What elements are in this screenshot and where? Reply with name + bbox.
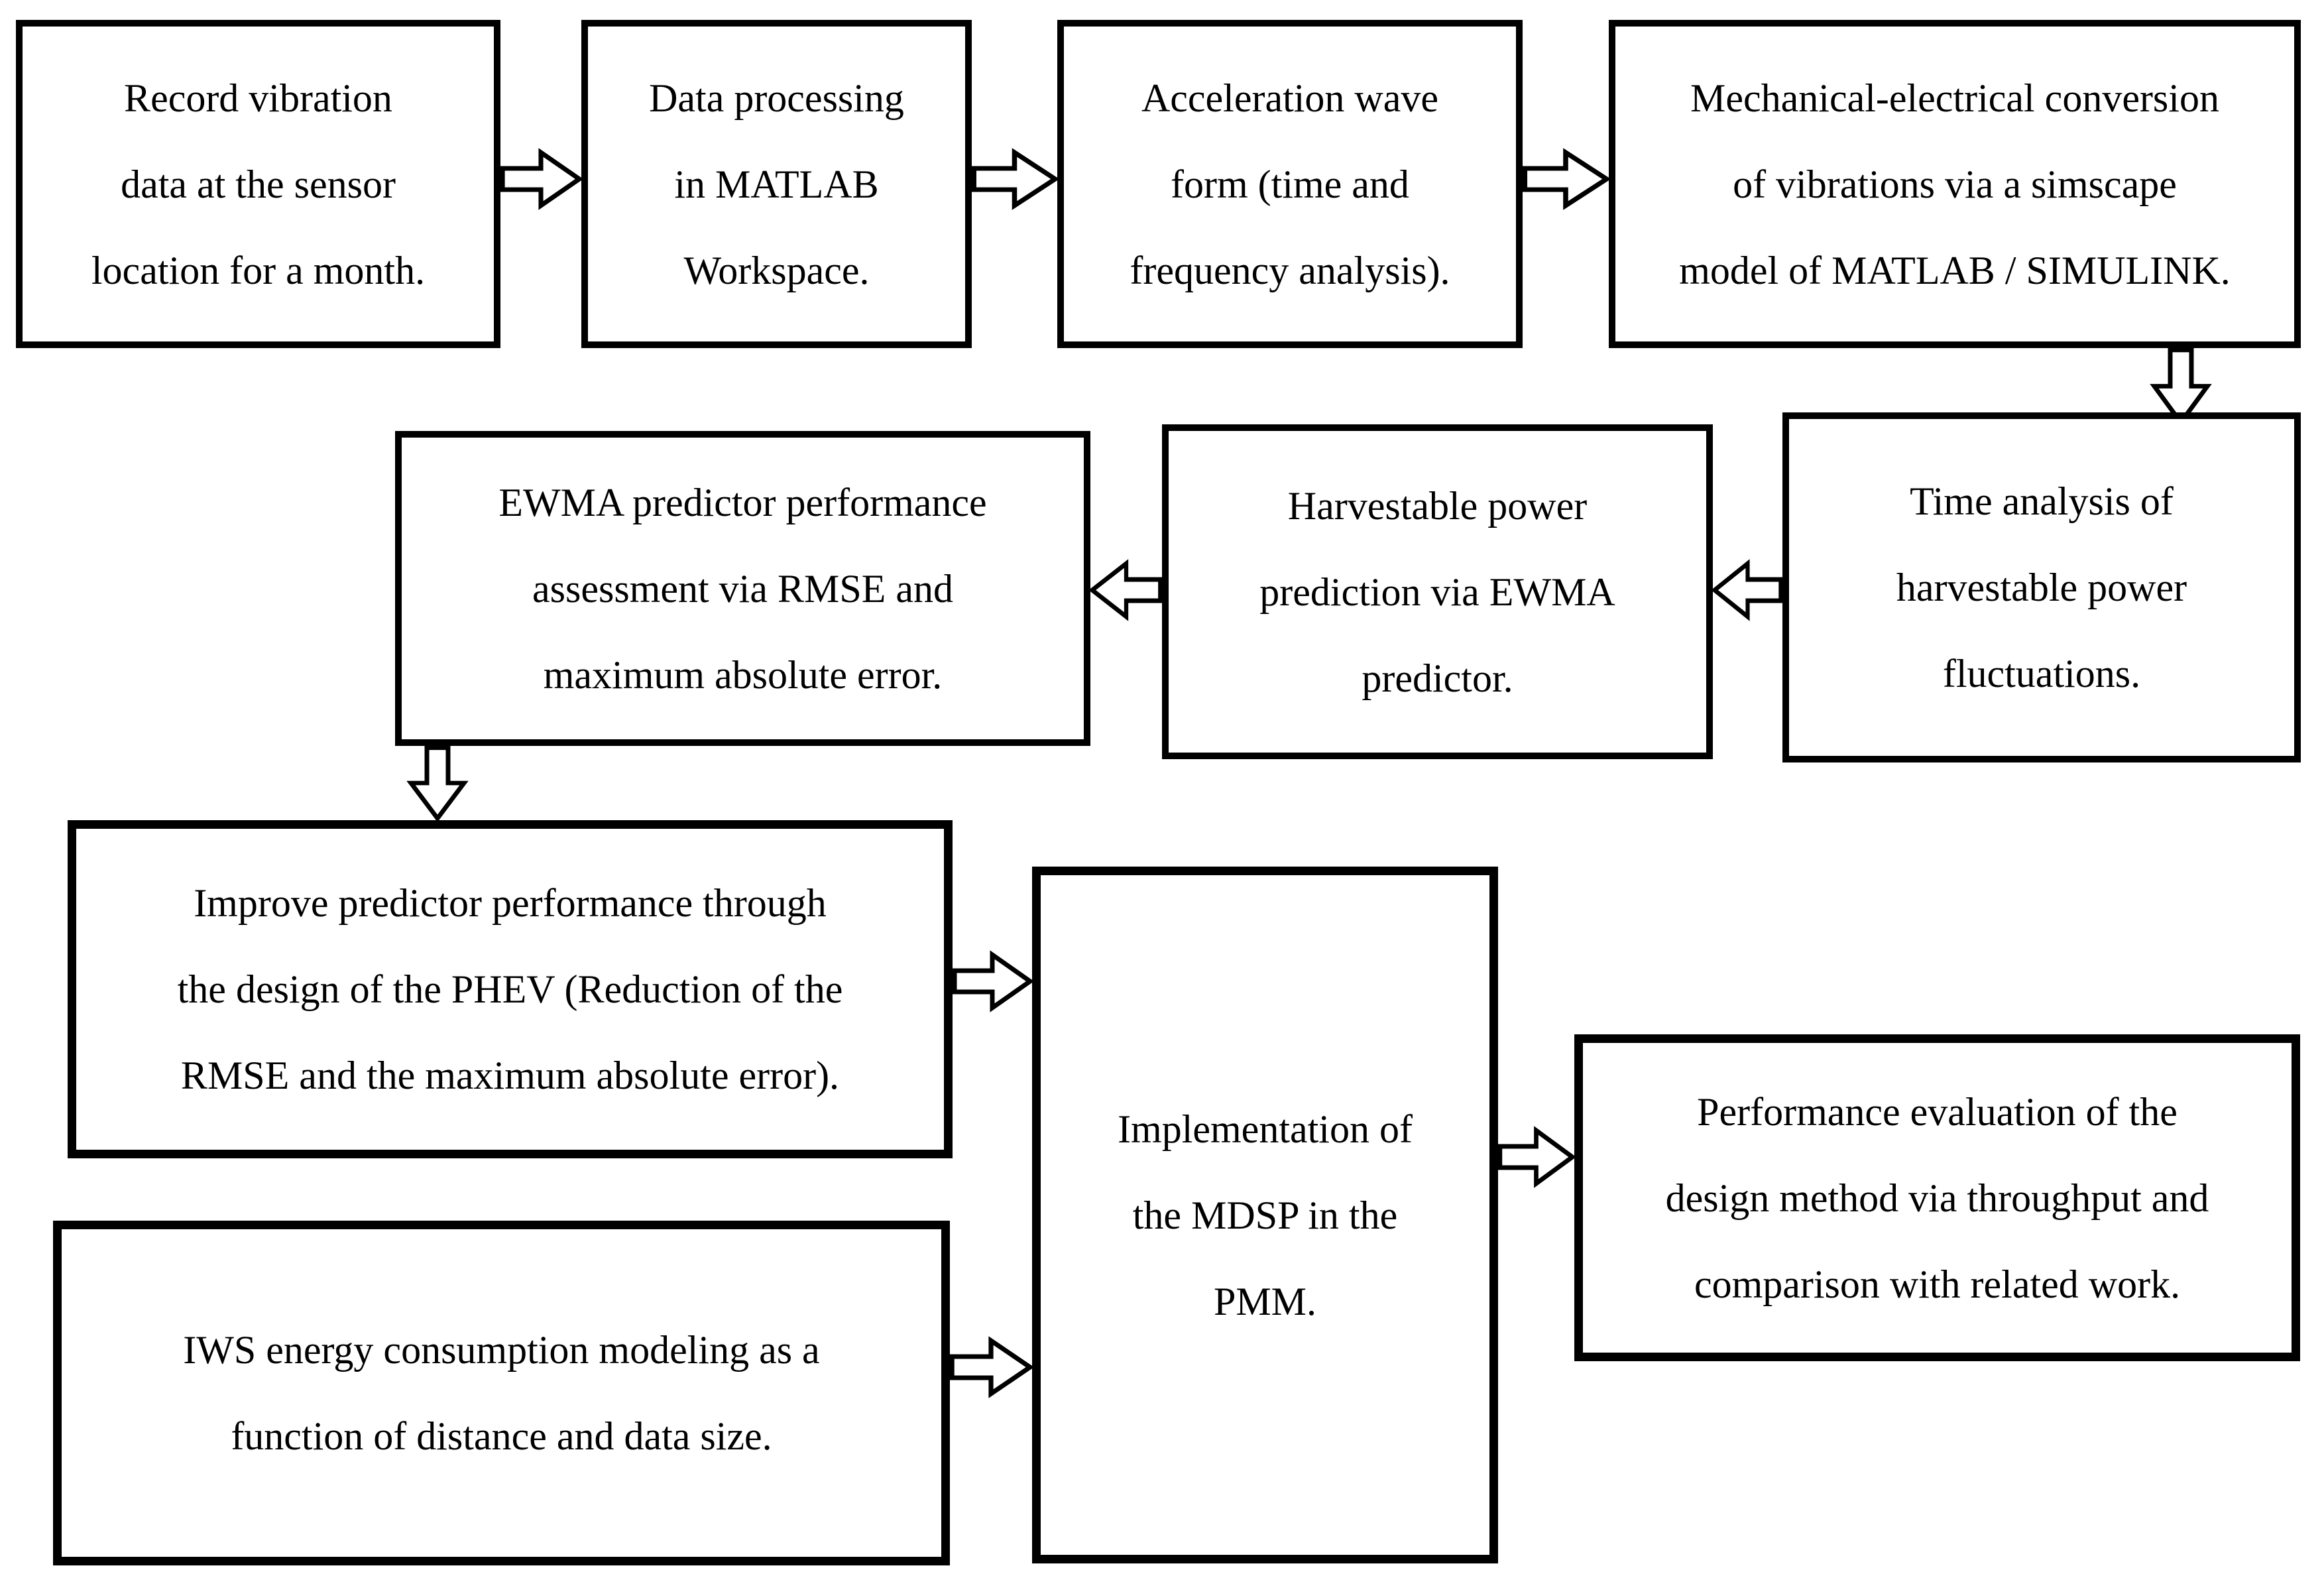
box-text-line: Acceleration wave	[1141, 76, 1439, 120]
box-text-line: model of MATLAB / SIMULINK.	[1679, 248, 2231, 292]
box-text-line: the design of the PHEV (Reduction of the	[177, 967, 843, 1011]
flow-box-acceleration-waveform	[1057, 20, 1523, 348]
right-arrow-icon	[500, 146, 581, 212]
right-arrow-icon	[950, 1334, 1032, 1400]
flow-box-improve-predictor-performance	[68, 820, 953, 1158]
box-text-line: Harvestable power	[1287, 483, 1588, 528]
box-text-line: design method via throughput and	[1665, 1176, 2209, 1220]
box-text-line: Implementation of	[1118, 1107, 1413, 1151]
box-text-line: Mechanical-electrical conversion	[1690, 76, 2219, 120]
flow-box-harvestable-power-prediction	[1162, 424, 1713, 759]
flow-box-record-vibration-data	[16, 20, 500, 348]
connector-box2-to-box3	[972, 146, 1057, 212]
box-text-line: location for a month.	[91, 248, 426, 292]
box-text-line: comparison with related work.	[1694, 1262, 2181, 1306]
box-text-line: the MDSP in the	[1132, 1193, 1398, 1237]
flow-box-performance-evaluation	[1574, 1034, 2300, 1361]
box-text-line: predictor.	[1362, 656, 1513, 700]
box-text-line: maximum absolute error.	[543, 652, 943, 697]
flow-box-iws-energy-modeling	[53, 1221, 950, 1565]
down-arrow-icon	[404, 746, 471, 820]
connector-box3-to-box4	[1523, 146, 1609, 212]
right-arrow-icon	[953, 948, 1032, 1014]
right-arrow-icon	[972, 146, 1057, 212]
flow-box-mdsp-implementation	[1032, 867, 1498, 1563]
flow-box-mechanical-electrical-conversion	[1609, 20, 2301, 348]
box-text-line: prediction via EWMA	[1259, 570, 1615, 614]
box-text-line: PMM.	[1213, 1279, 1317, 1323]
box-text-line: Time analysis of	[1910, 479, 2174, 523]
box-text-line: data at the sensor	[121, 162, 396, 206]
box-text-line: Record vibration	[124, 76, 392, 120]
box-text-line: Improve predictor performance through	[194, 881, 827, 925]
right-arrow-icon	[1498, 1124, 1574, 1190]
box-text-line: Workspace.	[683, 248, 870, 292]
box-text-line: assessment via RMSE and	[532, 566, 953, 611]
left-arrow-icon	[1090, 557, 1162, 623]
box-text-line: RMSE and the maximum absolute error).	[180, 1054, 840, 1097]
box-text-line: fluctuations.	[1942, 652, 2141, 696]
box-text-line: in MATLAB	[674, 162, 879, 206]
right-arrow-icon	[1523, 146, 1609, 212]
connector-box9-to-box10	[1498, 1124, 1574, 1190]
flow-box-data-processing-matlab	[581, 20, 972, 348]
box-text-line: Performance evaluation of the	[1697, 1089, 2178, 1134]
box-text-line: of vibrations via a simscape	[1733, 162, 2177, 206]
box-text-line: EWMA predictor performance	[498, 480, 987, 524]
box-text-line: harvestable power	[1896, 566, 2187, 609]
box-text-line: IWS energy consumption modeling as a	[183, 1328, 820, 1372]
box-text-line: Data processing	[649, 76, 904, 120]
left-arrow-icon	[1713, 557, 1782, 623]
flow-box-ewma-performance-assessment	[395, 431, 1090, 746]
flow-box-time-analysis-power-fluctuations	[1782, 412, 2301, 762]
box-text-line: frequency analysis).	[1130, 248, 1450, 292]
connector-box8-to-box9	[953, 948, 1032, 1014]
connector-box7-to-box6	[1713, 557, 1782, 623]
connector-box1-to-box2	[500, 146, 581, 212]
box-text-line: form (time and	[1171, 162, 1409, 206]
connector-box5-to-box8	[404, 746, 471, 820]
connector-box6-to-box5	[1090, 557, 1162, 623]
connector-box11-to-box9	[950, 1334, 1032, 1400]
box-text-line: function of distance and data size.	[231, 1414, 772, 1458]
